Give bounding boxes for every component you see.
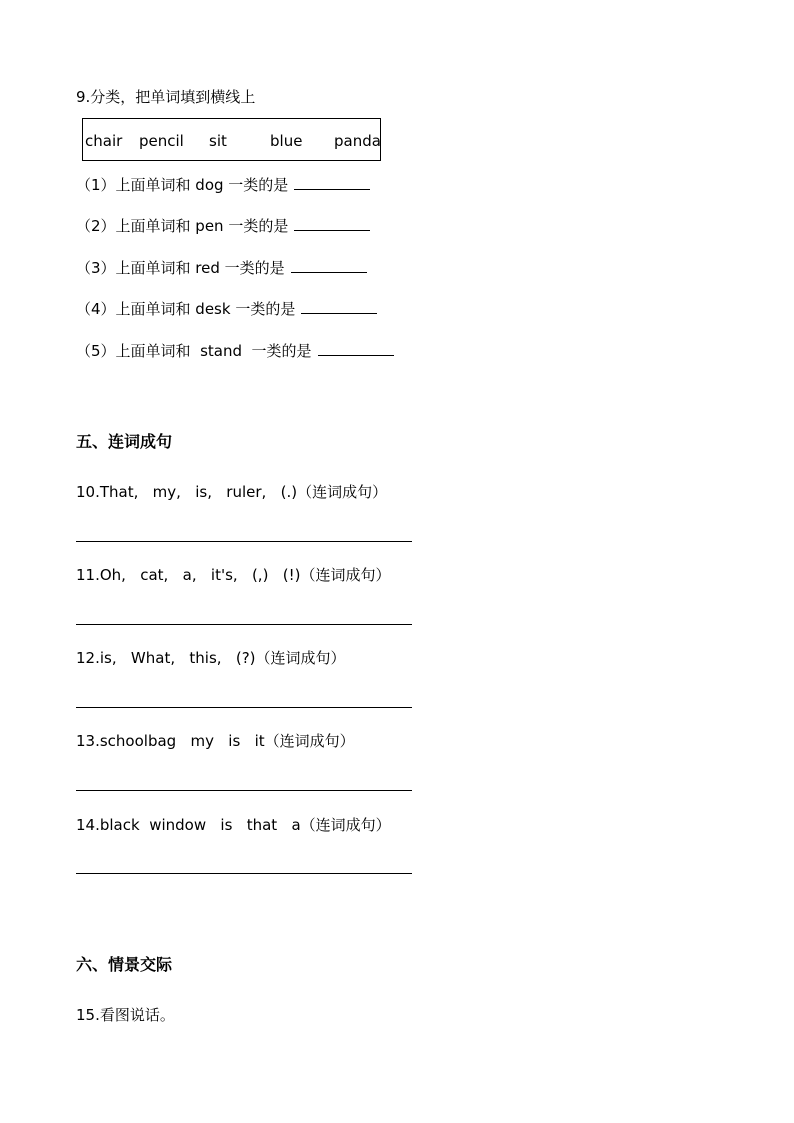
section-heading: 五、连词成句 (76, 432, 173, 451)
answer-blank[interactable] (294, 175, 370, 190)
q9-item-text: （4）上面单词和 desk 一类的是 (76, 300, 296, 318)
q9-item-3 (76, 258, 367, 278)
word-bank-item: pencil (139, 132, 184, 150)
answer-blank[interactable] (291, 258, 367, 273)
word-bank-item: sit (209, 132, 227, 150)
q9-item-4 (76, 299, 377, 319)
word-bank-item: chair (85, 132, 123, 150)
answer-blank[interactable] (318, 341, 394, 356)
q11-prompt: 11.Oh, cat, a, it's, (,) (!)（连词成句） (76, 566, 391, 584)
q9-item-1 (76, 175, 370, 195)
q9-item-text: （2）上面单词和 pen 一类的是 (76, 217, 289, 235)
q9-item-5 (76, 341, 394, 361)
q13-answer-line[interactable] (76, 790, 412, 791)
q15-prompt: 15.看图说话。 (76, 1006, 175, 1024)
word-bank-item: blue (270, 132, 303, 150)
q14-prompt: 14.black window is that a（连词成句） (76, 816, 391, 834)
word-bank (82, 118, 381, 161)
word-bank-item: panda (334, 132, 381, 150)
q9-title: 9.分类，把单词填到横线上 (76, 88, 256, 106)
q9-item-text: （5）上面单词和 stand 一类的是 (76, 342, 312, 360)
q12-answer-line[interactable] (76, 707, 412, 708)
answer-blank[interactable] (294, 216, 370, 231)
q13-prompt: 13.schoolbag my is it（连词成句） (76, 732, 355, 750)
q9-item-2 (76, 216, 370, 236)
answer-blank[interactable] (301, 299, 377, 314)
section-heading: 六、情景交际 (76, 955, 173, 974)
q11-answer-line[interactable] (76, 624, 412, 625)
q10-prompt: 10.That, my, is, ruler, (.)（连词成句） (76, 483, 388, 501)
q12-prompt: 12.is, What, this, (?)（连词成句） (76, 649, 346, 667)
q14-answer-line[interactable] (76, 873, 412, 874)
q9-item-text: （3）上面单词和 red 一类的是 (76, 259, 285, 277)
q10-answer-line[interactable] (76, 541, 412, 542)
q9-item-text: （1）上面单词和 dog 一类的是 (76, 176, 289, 194)
